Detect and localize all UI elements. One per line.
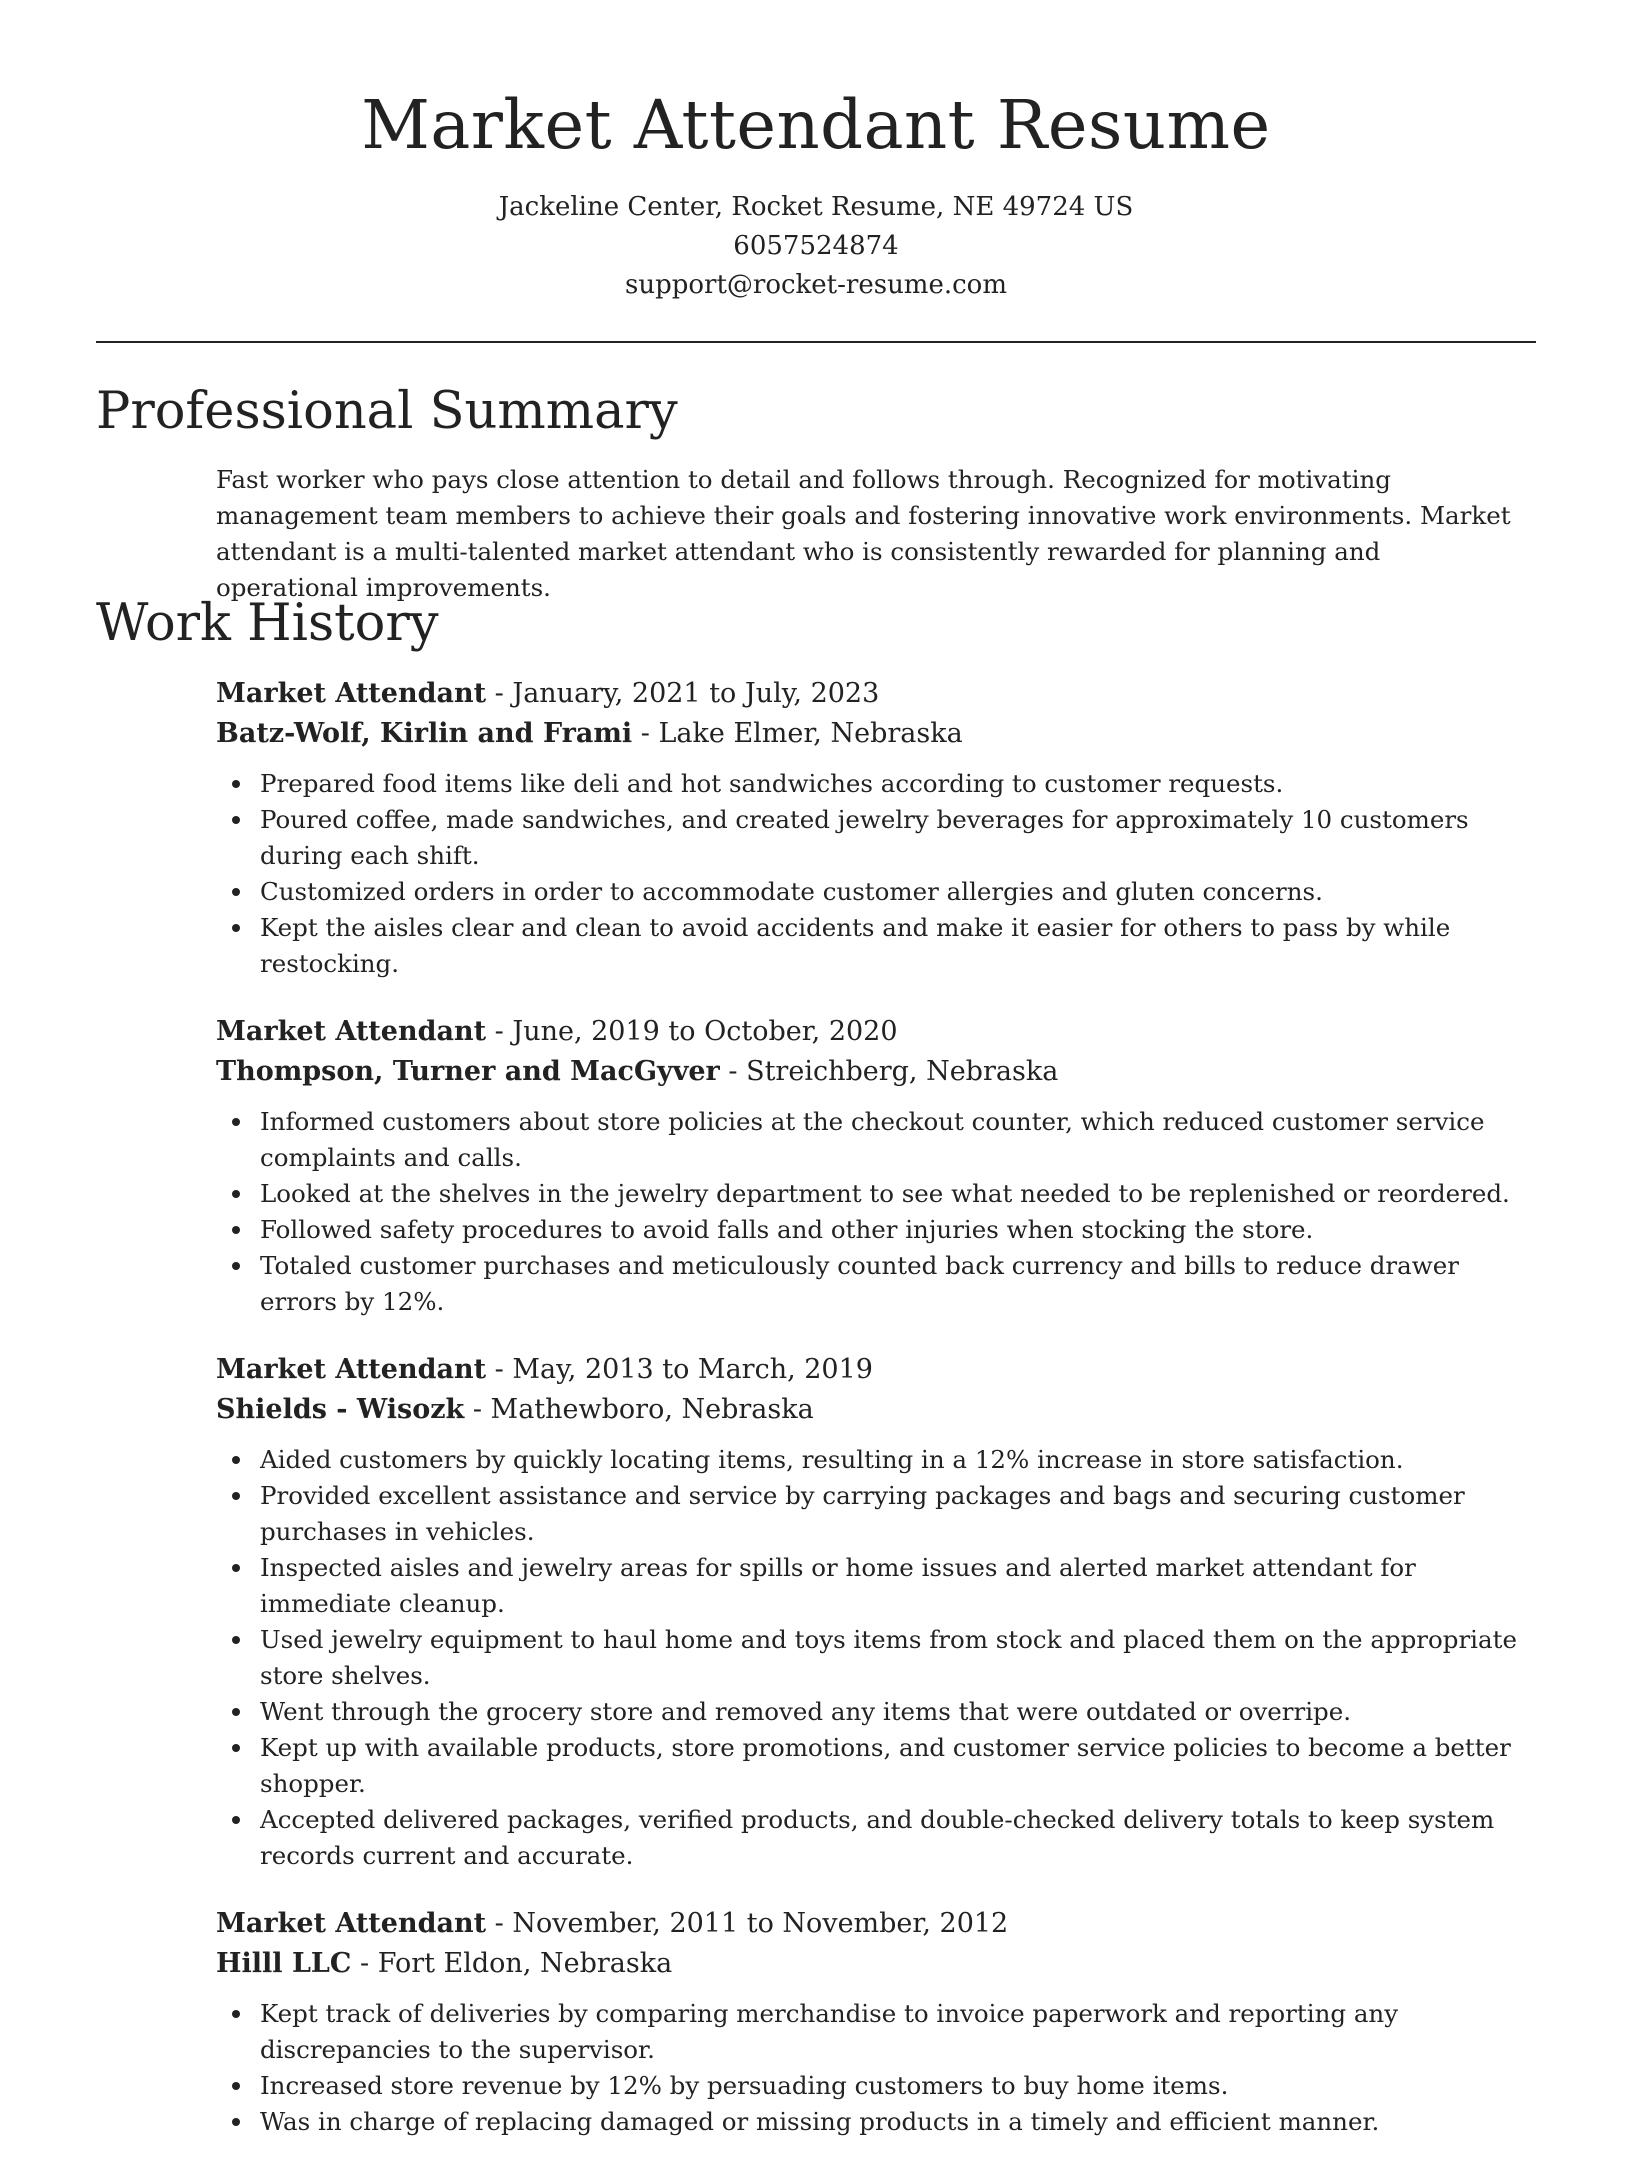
resume-header: [0, 80, 1632, 305]
job-bullet: Went through the grocery store and removed any items that were outdated or overripe.: [260, 1694, 1536, 1730]
job-bullet: Poured coffee, made sandwiches, and created jewelry beverages for approximately 10 customers during each shift.: [260, 802, 1536, 874]
job-dates: - June, 2019 to October, 2020: [486, 1016, 898, 1047]
summary-heading: Professional Summary: [96, 382, 678, 441]
job-entry: [216, 1012, 1536, 1320]
job-title: Market Attendant: [216, 1908, 487, 1939]
job-company-line: [216, 1390, 1536, 1430]
job-dates: - November, 2011 to November, 2012: [486, 1908, 1009, 1939]
job-bullet: Informed customers about store policies at the checkout counter, which reduced customer service complaints and calls.: [260, 1104, 1536, 1176]
summary-text: Fast worker who pays close attention to detail and follows through. Recognized for motivating management team members to achieve their goals and fostering innovative work environments. Market attendant is a multi-talented market attendant who is consistently rewarded for planning and operational improvements.: [216, 465, 1511, 602]
job-bullet: Totaled customer purchases and meticulously counted back currency and bills to reduce drawer errors by 12%.: [260, 1248, 1536, 1320]
job-bullet: Accepted delivered packages, verified products, and double-checked delivery totals to keep system records current and accurate.: [260, 1802, 1536, 1874]
job-location: - Fort Eldon, Nebraska: [351, 1948, 673, 1979]
job-location: - Streichberg, Nebraska: [719, 1056, 1059, 1087]
job-bullet: Used jewelry equipment to haul home and toys items from stock and placed them on the appropriate store shelves.: [260, 1622, 1536, 1694]
job-title: Market Attendant: [216, 1016, 487, 1047]
job-company: Shields - Wisozk: [216, 1394, 465, 1425]
job-bullet: Kept up with available products, store promotions, and customer service policies to become a better shopper.: [260, 1730, 1536, 1802]
job-bullet: Looked at the shelves in the jewelry department to see what needed to be replenished or reordered.: [260, 1176, 1536, 1212]
job-title: Market Attendant: [216, 1354, 487, 1385]
job-company: Thompson, Turner and MacGyver: [216, 1056, 720, 1087]
job-dates: - May, 2013 to March, 2019: [486, 1354, 873, 1385]
contact-email: support@rocket-resume.com: [624, 270, 1007, 300]
job-bullet: Kept the aisles clear and clean to avoid accidents and make it easier for others to pass by while restocking.: [260, 910, 1536, 982]
job-entry: [216, 1350, 1536, 1874]
job-bullet: Customized orders in order to accommodate customer allergies and gluten concerns.: [260, 874, 1536, 910]
job-bullet: Provided excellent assistance and service by carrying packages and bags and securing customer purchases in vehicles.: [260, 1478, 1536, 1550]
job-bullet: Prepared food items like deli and hot sandwiches according to customer requests.: [260, 766, 1536, 802]
job-title-line: [216, 1350, 1536, 1390]
job-dates: - January, 2021 to July, 2023: [486, 678, 880, 709]
job-title-line: [216, 674, 1536, 714]
job-company-line: [216, 1944, 1536, 1984]
job-title-line: [216, 1012, 1536, 1052]
job-bullet: Aided customers by quickly locating items, resulting in a 12% increase in store satisfaction.: [260, 1442, 1536, 1478]
job-bullet: Kept track of deliveries by comparing merchandise to invoice paperwork and reporting any discrepancies to the supervisor.: [260, 1996, 1536, 2068]
job-title: Market Attendant: [216, 678, 487, 709]
job-company: Hilll LLC: [216, 1948, 352, 1979]
job-location: - Lake Elmer, Nebraska: [632, 718, 963, 749]
job-location: - Mathewboro, Nebraska: [464, 1394, 814, 1425]
resume-title: Market Attendant Resume: [361, 86, 1271, 164]
job-bullet-list: [216, 1104, 1536, 1320]
job-company: Batz-Wolf, Kirlin and Frami: [216, 718, 633, 749]
work-history-list: [216, 674, 1536, 2170]
job-entry: [216, 1904, 1536, 2140]
job-entry: [216, 674, 1536, 982]
work-history-heading: Work History: [96, 594, 439, 653]
job-bullet: Increased store revenue by 12% by persuading customers to buy home items.: [260, 2068, 1536, 2104]
job-bullet-list: [216, 1996, 1536, 2140]
contact-phone: 6057524874: [733, 231, 899, 261]
job-bullet-list: [216, 1442, 1536, 1874]
job-company-line: [216, 1052, 1536, 1092]
contact-address: Jackeline Center, Rocket Resume, NE 49724 US: [498, 192, 1134, 222]
job-bullet-list: [216, 766, 1536, 982]
contact-block: [0, 188, 1632, 305]
header-divider: [96, 341, 1536, 343]
job-company-line: [216, 714, 1536, 754]
job-bullet: Followed safety procedures to avoid falls and other injuries when stocking the store.: [260, 1212, 1536, 1248]
job-title-line: [216, 1904, 1536, 1944]
job-bullet: Inspected aisles and jewelry areas for spills or home issues and alerted market attendant for immediate cleanup.: [260, 1550, 1536, 1622]
job-bullet: Was in charge of replacing damaged or missing products in a timely and efficient manner.: [260, 2104, 1536, 2140]
